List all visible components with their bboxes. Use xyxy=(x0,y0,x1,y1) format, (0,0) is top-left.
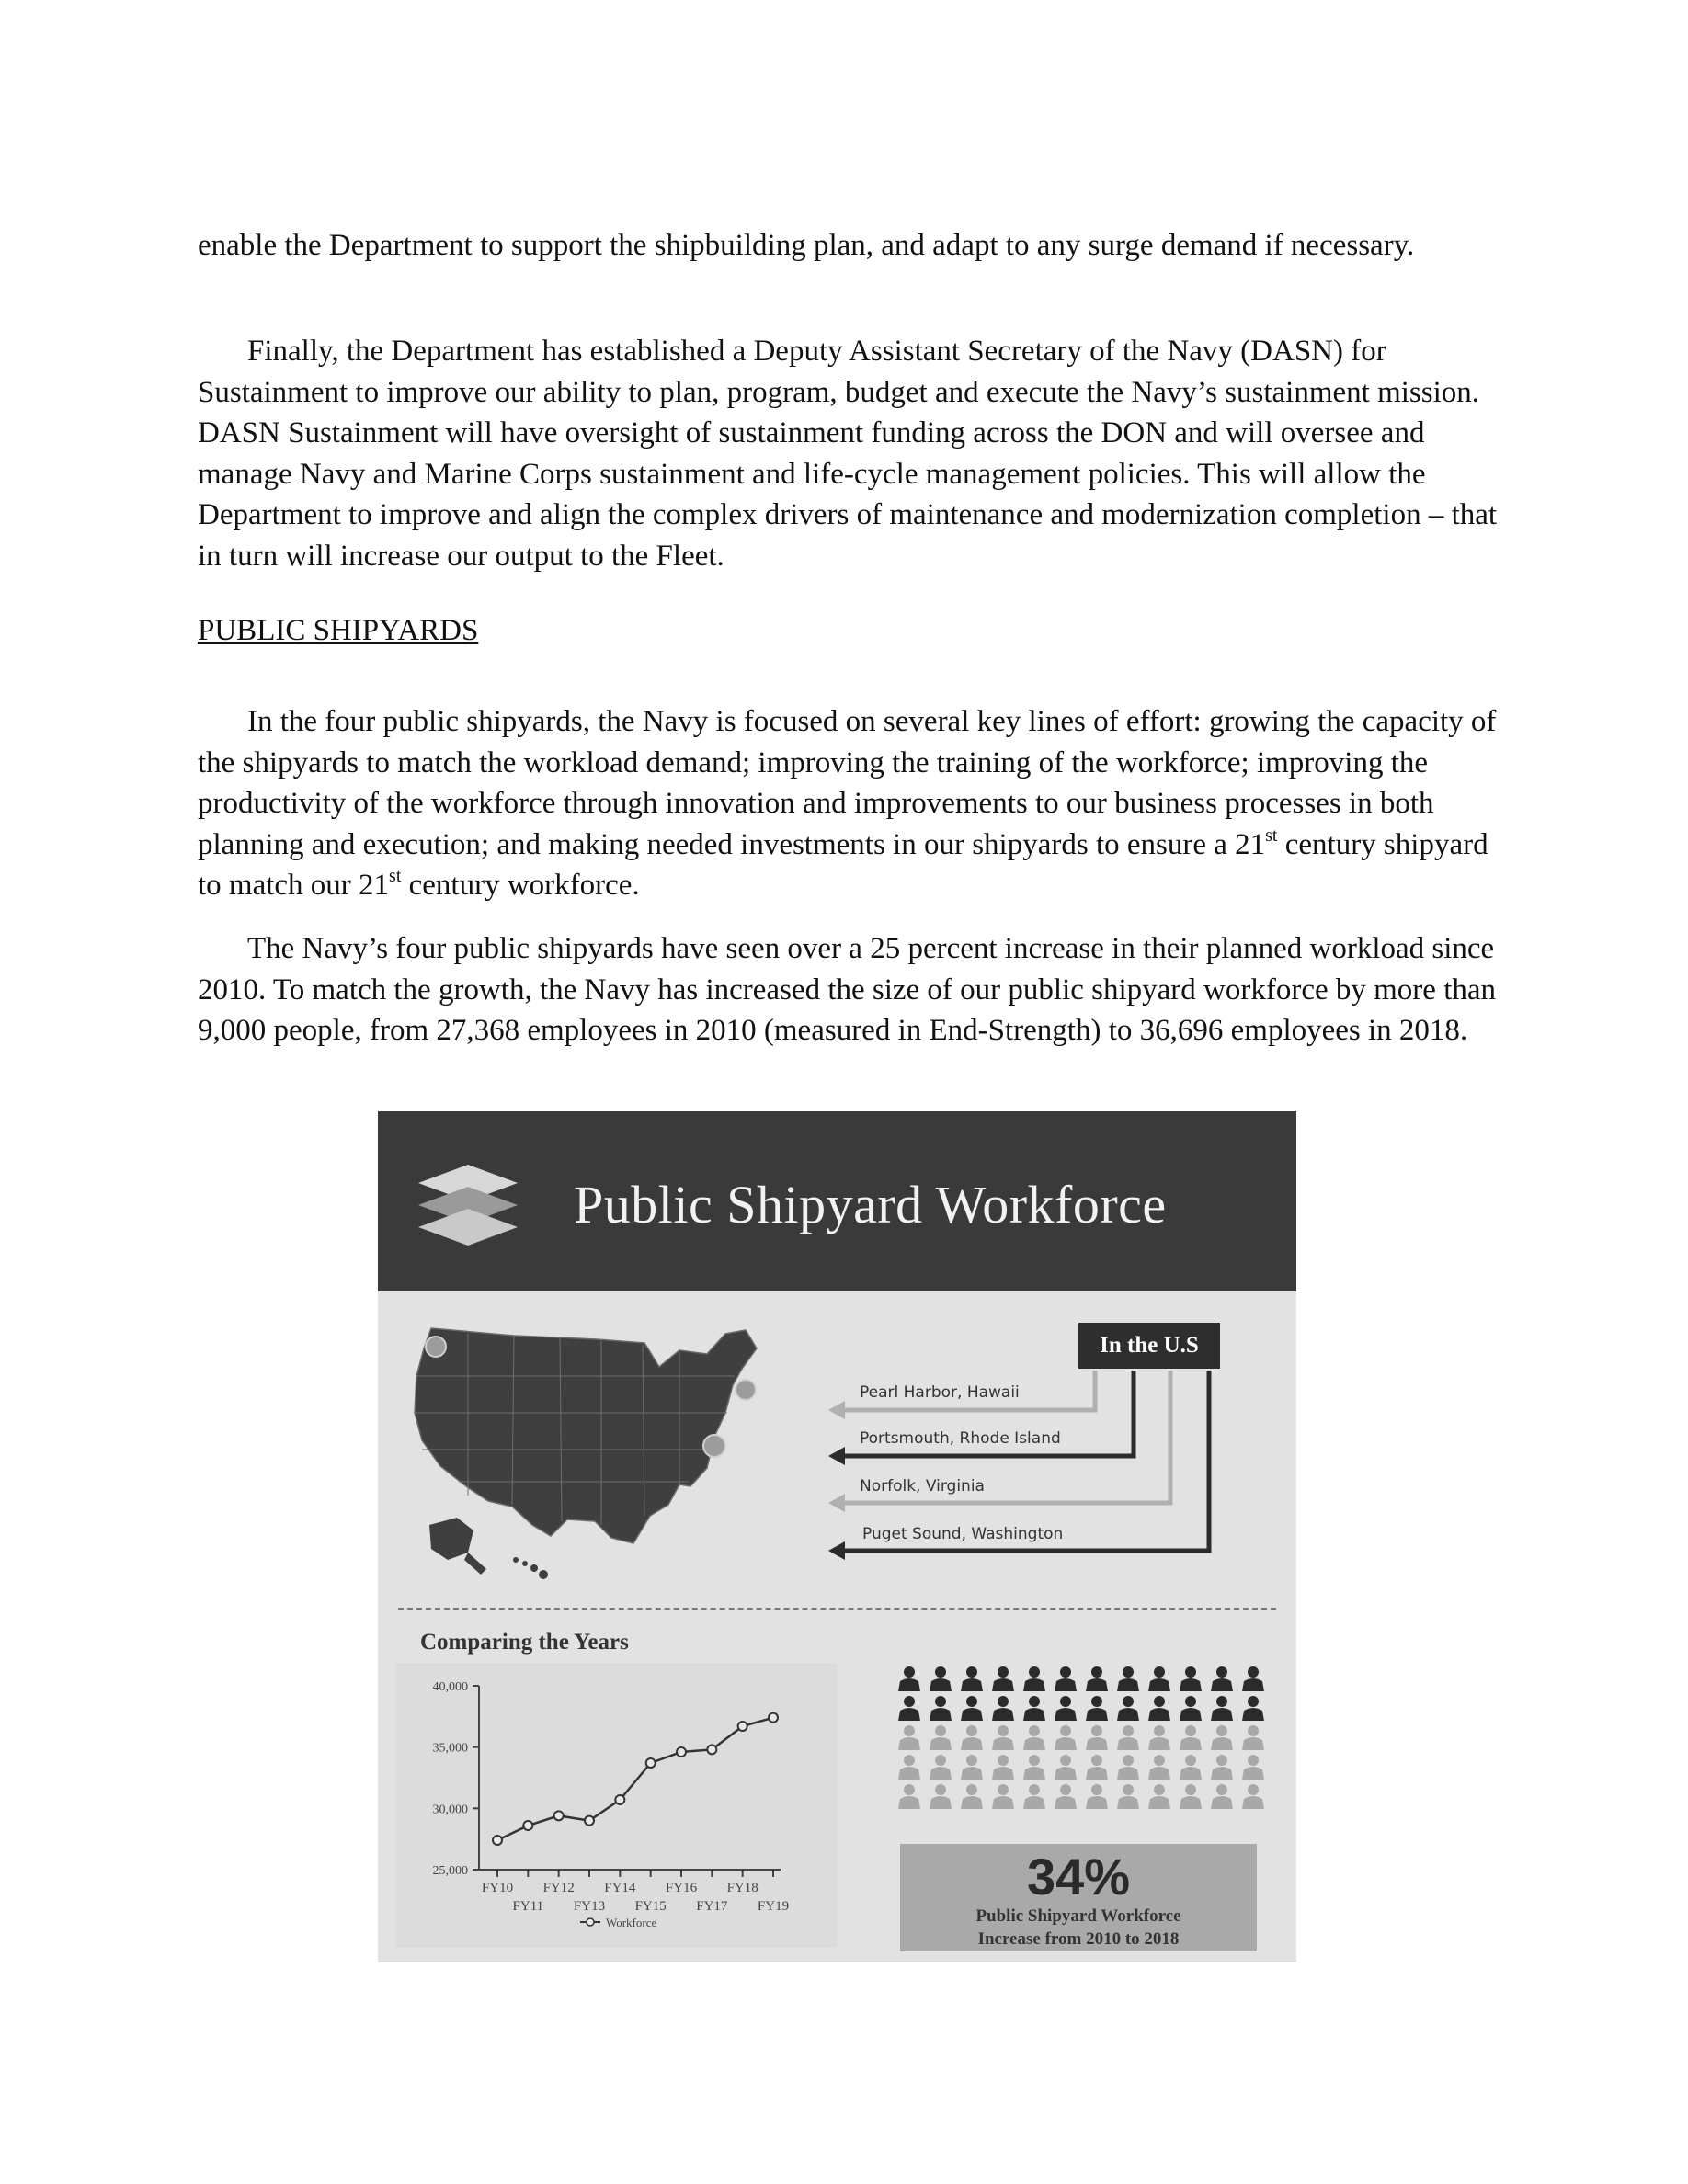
person-icon xyxy=(898,1696,920,1721)
location-pearl-harbor: Pearl Harbor, Hawaii xyxy=(860,1383,1020,1402)
person-icon xyxy=(992,1755,1014,1780)
person-icon xyxy=(1148,1696,1170,1721)
person-icon xyxy=(992,1666,1014,1691)
y-tick-label: 40,000 xyxy=(432,1680,468,1694)
person-icon xyxy=(1023,1696,1045,1721)
y-tick-label: 35,000 xyxy=(432,1741,468,1756)
superscript: st xyxy=(389,866,402,886)
person-icon xyxy=(930,1755,952,1780)
x-tick-label: FY11 xyxy=(512,1899,544,1914)
data-point xyxy=(738,1722,747,1731)
person-icon xyxy=(1180,1696,1202,1721)
person-icon xyxy=(992,1696,1014,1721)
paragraph-workforce-growth: The Navy’s four public shipyards have seen over a 25 percent increase in their planned workload since 2010. To match the growth, the Navy has increased the size of our public shipyard workforce by more than 9,000 people, from 27,368 employees in 2010 (measured in End-Strength) to 36,696 employees in 2018. xyxy=(198,932,1497,1047)
person-icon xyxy=(1148,1755,1170,1780)
text-segment: century workforce. xyxy=(401,869,640,902)
infographic xyxy=(378,1111,1296,1962)
person-icon xyxy=(1023,1725,1045,1750)
person-icon xyxy=(1242,1696,1264,1721)
paragraph-continuation: enable the Department to support the shipbuilding plan, and adapt to any surge demand if necessary. xyxy=(198,229,1415,262)
location-norfolk: Norfolk, Virginia xyxy=(860,1477,985,1496)
person-icon xyxy=(1023,1666,1045,1691)
person-icon xyxy=(930,1784,952,1809)
data-point xyxy=(554,1811,564,1820)
paragraph-dasn-sustainment: Finally, the Department has established a Deputy Assistant Secretary of the Navy (DASN) for Sustainment to improve our ability to plan, program, budget and execute the Navy’s sustainment mission. DASN Sustainment will have oversight of sustainment funding across the DON and will oversee and manage Navy and Marine Corps sustainment and life-cycle management policies. This will allow the Department to improve and align the complex drivers of maintenance and modernization completion – that in turn will increase our output to the Fleet. xyxy=(198,335,1498,573)
text-segment: century shipyard to match our 21 xyxy=(198,827,1488,902)
x-tick-label: FY18 xyxy=(726,1881,758,1895)
person-icon xyxy=(1023,1755,1045,1780)
person-icon xyxy=(930,1725,952,1750)
x-tick-label: FY19 xyxy=(757,1899,790,1914)
x-tick-label: FY15 xyxy=(634,1899,667,1914)
person-icon xyxy=(1055,1666,1077,1691)
infographic-title: Public Shipyard Workforce xyxy=(574,1175,1167,1234)
person-icon xyxy=(1086,1666,1108,1691)
person-icon xyxy=(898,1725,920,1750)
data-point xyxy=(707,1745,716,1754)
person-icon xyxy=(1086,1755,1108,1780)
superscript: st xyxy=(1265,825,1278,846)
person-icon xyxy=(1211,1755,1233,1780)
person-icon xyxy=(961,1696,983,1721)
person-icon xyxy=(961,1755,983,1780)
person-icon xyxy=(1117,1784,1139,1809)
percent-label-line1: Public Shipyard Workforce xyxy=(975,1906,1181,1926)
location-portsmouth: Portsmouth, Rhode Island xyxy=(860,1429,1061,1448)
person-icon xyxy=(1086,1696,1108,1721)
data-point xyxy=(646,1758,656,1768)
person-icon xyxy=(1055,1696,1077,1721)
text-segment: In the four public shipyards, the Navy is focused on several key lines of effort: growing the capacity of the shipyards to match the workload demand; improving the training of the workforce; improving the productivity of the workforce through innovation and improvements to our business processes in both planning and execution; and making needed investments in our shipyards to ensure a 21 xyxy=(198,705,1497,861)
person-icon xyxy=(1242,1666,1264,1691)
location-puget-sound: Puget Sound, Washington xyxy=(862,1525,1064,1543)
in-the-us-label: In the U.S xyxy=(1078,1323,1220,1369)
person-icon xyxy=(961,1784,983,1809)
x-tick-label: FY13 xyxy=(573,1899,606,1914)
person-icon xyxy=(1211,1784,1233,1809)
people-icon-grid xyxy=(893,1659,1279,1834)
data-point xyxy=(493,1836,502,1845)
x-tick-label: FY10 xyxy=(481,1881,514,1895)
person-icon xyxy=(898,1666,920,1691)
person-icon xyxy=(1211,1725,1233,1750)
section-heading: PUBLIC SHIPYARDS xyxy=(198,614,479,647)
person-icon xyxy=(1055,1784,1077,1809)
y-tick-label: 25,000 xyxy=(432,1864,468,1878)
comparing-years-title: Comparing the Years xyxy=(420,1630,629,1655)
percent-value: 34% xyxy=(1026,1848,1131,1905)
legend-label: Workforce xyxy=(606,1916,657,1929)
person-icon xyxy=(1055,1725,1077,1750)
y-tick-label: 30,000 xyxy=(432,1803,468,1817)
data-point xyxy=(677,1747,686,1757)
divider xyxy=(398,1608,1276,1610)
person-icon xyxy=(1148,1666,1170,1691)
person-icon xyxy=(961,1666,983,1691)
person-icon xyxy=(930,1696,952,1721)
person-icon xyxy=(898,1784,920,1809)
person-icon xyxy=(1055,1755,1077,1780)
person-icon xyxy=(1180,1666,1202,1691)
person-icon xyxy=(1242,1784,1264,1809)
person-icon xyxy=(1086,1784,1108,1809)
workforce-line-chart xyxy=(396,1663,838,1948)
person-icon xyxy=(1086,1725,1108,1750)
data-point xyxy=(523,1821,532,1830)
person-icon xyxy=(1180,1755,1202,1780)
person-icon xyxy=(1117,1696,1139,1721)
data-point xyxy=(615,1795,624,1804)
x-tick-label: FY14 xyxy=(604,1881,636,1895)
series-line-workforce xyxy=(497,1718,773,1840)
person-icon xyxy=(1023,1784,1045,1809)
person-icon xyxy=(1180,1725,1202,1750)
person-icon xyxy=(1211,1696,1233,1721)
person-icon xyxy=(1148,1725,1170,1750)
person-icon xyxy=(992,1784,1014,1809)
percent-label-line2: Increase from 2010 to 2018 xyxy=(977,1929,1180,1949)
person-icon xyxy=(898,1755,920,1780)
person-icon xyxy=(961,1725,983,1750)
person-icon xyxy=(1117,1666,1139,1691)
person-icon xyxy=(992,1725,1014,1750)
person-icon xyxy=(1242,1755,1264,1780)
percent-increase-box xyxy=(900,1844,1257,1951)
person-icon xyxy=(1242,1725,1264,1750)
chart-panel xyxy=(396,1663,838,1948)
person-icon xyxy=(1117,1725,1139,1750)
legend-marker xyxy=(587,1918,594,1926)
data-point xyxy=(769,1713,778,1723)
location-connectors xyxy=(378,1111,1296,1608)
person-icon xyxy=(1180,1784,1202,1809)
paragraph-lines-of-effort xyxy=(198,701,1503,906)
data-point xyxy=(585,1816,594,1826)
x-tick-label: FY17 xyxy=(696,1899,728,1914)
person-icon xyxy=(1148,1784,1170,1809)
person-icon xyxy=(1117,1755,1139,1780)
x-tick-label: FY16 xyxy=(665,1881,698,1895)
person-icon xyxy=(1211,1666,1233,1691)
person-icon xyxy=(930,1666,952,1691)
x-tick-label: FY12 xyxy=(542,1881,575,1895)
